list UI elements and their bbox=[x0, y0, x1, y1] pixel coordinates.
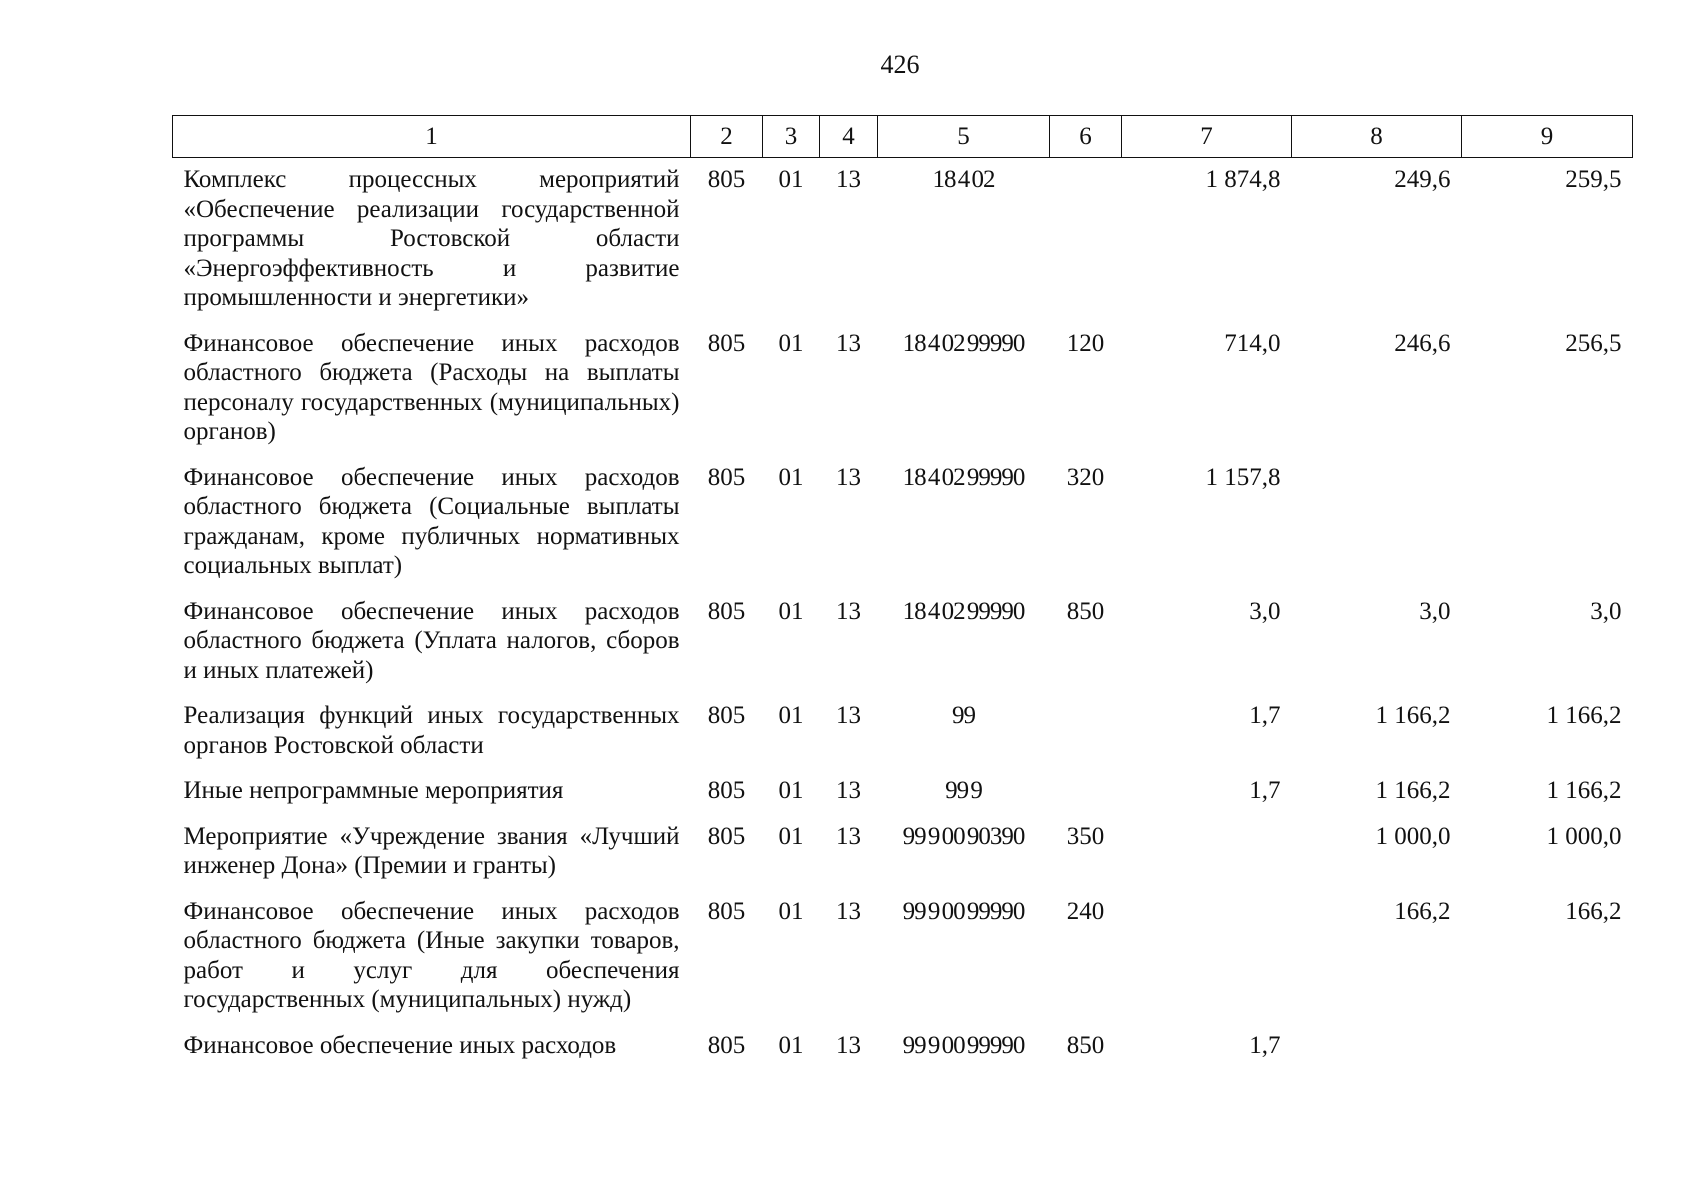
row-amount-col9: 1 000,0 bbox=[1546, 822, 1622, 850]
col-header: 2 bbox=[691, 116, 763, 158]
row-section-code: 01 bbox=[778, 702, 804, 729]
row-expense-type: 350 bbox=[1066, 822, 1105, 850]
col-header: 5 bbox=[878, 116, 1050, 158]
row-amount-col7: 1,7 bbox=[1249, 1031, 1281, 1059]
row-target-code: 99 9 00 99990 bbox=[902, 1031, 1025, 1059]
row-ministry-code: 805 bbox=[707, 1031, 746, 1059]
table-row bbox=[173, 815, 1633, 890]
row-section-code: 01 bbox=[778, 166, 804, 193]
row-subsection-code: 13 bbox=[836, 777, 861, 804]
row-amount-col7 bbox=[1122, 815, 1292, 890]
row-amount-col9 bbox=[1462, 456, 1633, 590]
row-expense-type: 850 bbox=[1066, 597, 1105, 625]
row-section-code: 01 bbox=[778, 777, 804, 804]
col-header: 7 bbox=[1122, 116, 1292, 158]
row-ministry-code: 805 bbox=[707, 329, 746, 357]
page-number: 426 bbox=[880, 50, 920, 79]
table-row bbox=[173, 590, 1633, 695]
row-target-code: 18 4 02 99990 bbox=[902, 597, 1025, 625]
row-description: Финансовое обеспечение иных расходов областного бюджета (Иные закупки товаров, работ и услуг для обеспечения государственных (муниципальных) нужд) bbox=[183, 897, 680, 1013]
row-section-code: 01 bbox=[778, 463, 804, 491]
row-amount-col8: 166,2 bbox=[1394, 897, 1451, 925]
row-amount-col9: 166,2 bbox=[1565, 897, 1622, 925]
row-description: Мероприятие «Учреждение звания «Лучший инженер Дона» (Премии и гранты) bbox=[183, 822, 680, 879]
row-section-code: 01 bbox=[778, 897, 804, 925]
row-target-code: 18 4 02 bbox=[932, 166, 995, 193]
row-description: Финансовое обеспечение иных расходов bbox=[183, 1031, 617, 1059]
col-header: 1 bbox=[173, 116, 691, 158]
row-ministry-code: 805 bbox=[707, 597, 746, 625]
row-amount-col9: 256,5 bbox=[1565, 329, 1622, 357]
row-expense-type bbox=[1050, 769, 1122, 815]
row-amount-col7 bbox=[1122, 890, 1292, 1024]
table-row bbox=[173, 1024, 1633, 1070]
row-expense-type: 850 bbox=[1066, 1031, 1105, 1059]
row-amount-col9 bbox=[1462, 1024, 1633, 1070]
row-ministry-code: 805 bbox=[707, 777, 746, 804]
row-amount-col8 bbox=[1292, 1024, 1462, 1070]
table-row bbox=[173, 456, 1633, 590]
row-amount-col9: 259,5 bbox=[1565, 166, 1622, 193]
row-section-code: 01 bbox=[778, 822, 804, 850]
row-description: Финансовое обеспечение иных расходов областного бюджета (Социальные выплаты гражданам, кроме публичных нормативных социальных выплат) bbox=[183, 463, 680, 579]
row-expense-type bbox=[1050, 694, 1122, 769]
row-target-code: 99 9 bbox=[945, 777, 982, 804]
row-target-code: 99 bbox=[952, 702, 975, 729]
row-subsection-code: 13 bbox=[836, 1031, 861, 1059]
row-target-code: 18 4 02 99990 bbox=[902, 329, 1025, 357]
col-header: 4 bbox=[820, 116, 878, 158]
table-row bbox=[173, 158, 1633, 322]
row-subsection-code: 13 bbox=[836, 822, 861, 850]
row-amount-col8: 1 000,0 bbox=[1375, 822, 1451, 850]
col-header: 9 bbox=[1462, 116, 1633, 158]
row-description: Реализация функций иных государственных органов Ростовской области bbox=[183, 702, 680, 759]
row-ministry-code: 805 bbox=[707, 166, 746, 193]
row-amount-col9: 3,0 bbox=[1590, 597, 1622, 625]
row-ministry-code: 805 bbox=[707, 702, 746, 729]
row-amount-col8: 1 166,2 bbox=[1375, 777, 1451, 804]
row-amount-col9: 1 166,2 bbox=[1546, 702, 1622, 729]
row-amount-col7: 1 874,8 bbox=[1205, 166, 1281, 193]
row-target-code: 99 9 00 90390 bbox=[902, 822, 1025, 850]
budget-table bbox=[172, 115, 1633, 1069]
row-subsection-code: 13 bbox=[836, 897, 861, 925]
row-subsection-code: 13 bbox=[836, 597, 861, 625]
row-subsection-code: 13 bbox=[836, 166, 861, 193]
row-amount-col7: 1,7 bbox=[1249, 702, 1281, 729]
table-row bbox=[173, 322, 1633, 456]
row-section-code: 01 bbox=[778, 1031, 804, 1059]
row-amount-col7: 714,0 bbox=[1224, 329, 1281, 357]
row-description: Финансовое обеспечение иных расходов областного бюджета (Уплата налогов, сборов и иных платежей) bbox=[183, 597, 680, 684]
row-amount-col7: 3,0 bbox=[1249, 597, 1281, 625]
row-section-code: 01 bbox=[778, 597, 804, 625]
row-description: Иные непрограммные мероприятия bbox=[183, 777, 564, 804]
row-subsection-code: 13 bbox=[836, 463, 861, 491]
row-ministry-code: 805 bbox=[707, 822, 746, 850]
row-subsection-code: 13 bbox=[836, 329, 861, 357]
row-expense-type: 120 bbox=[1066, 329, 1105, 357]
row-expense-type: 240 bbox=[1066, 897, 1105, 925]
row-description: Комплекс процессных мероприятий «Обеспечение реализации государственной программы Ростовской области «Энергоэффективность и развитие промышленности и энергетики» bbox=[183, 166, 680, 311]
row-description: Финансовое обеспечение иных расходов областного бюджета (Расходы на выплаты персоналу государственных (муниципальных) органов) bbox=[183, 329, 680, 445]
table-row bbox=[173, 769, 1633, 815]
row-amount-col8 bbox=[1292, 456, 1462, 590]
row-amount-col8: 246,6 bbox=[1394, 329, 1451, 357]
row-amount-col8: 249,6 bbox=[1394, 166, 1451, 193]
row-target-code: 18 4 02 99990 bbox=[902, 463, 1025, 491]
row-amount-col7: 1 157,8 bbox=[1205, 463, 1281, 491]
row-target-code: 99 9 00 99990 bbox=[902, 897, 1025, 925]
row-amount-col8: 3,0 bbox=[1419, 597, 1451, 625]
row-ministry-code: 805 bbox=[707, 463, 746, 491]
row-expense-type bbox=[1050, 158, 1122, 322]
col-header: 6 bbox=[1050, 116, 1122, 158]
row-section-code: 01 bbox=[778, 329, 804, 357]
header-row bbox=[173, 116, 1633, 158]
col-header: 8 bbox=[1292, 116, 1462, 158]
col-header: 3 bbox=[763, 116, 820, 158]
table-row bbox=[173, 890, 1633, 1024]
row-ministry-code: 805 bbox=[707, 897, 746, 925]
table-row bbox=[173, 694, 1633, 769]
row-amount-col8: 1 166,2 bbox=[1375, 702, 1451, 729]
row-amount-col7: 1,7 bbox=[1249, 777, 1281, 804]
row-expense-type: 320 bbox=[1066, 463, 1105, 491]
row-amount-col9: 1 166,2 bbox=[1546, 777, 1622, 804]
row-subsection-code: 13 bbox=[836, 702, 861, 729]
